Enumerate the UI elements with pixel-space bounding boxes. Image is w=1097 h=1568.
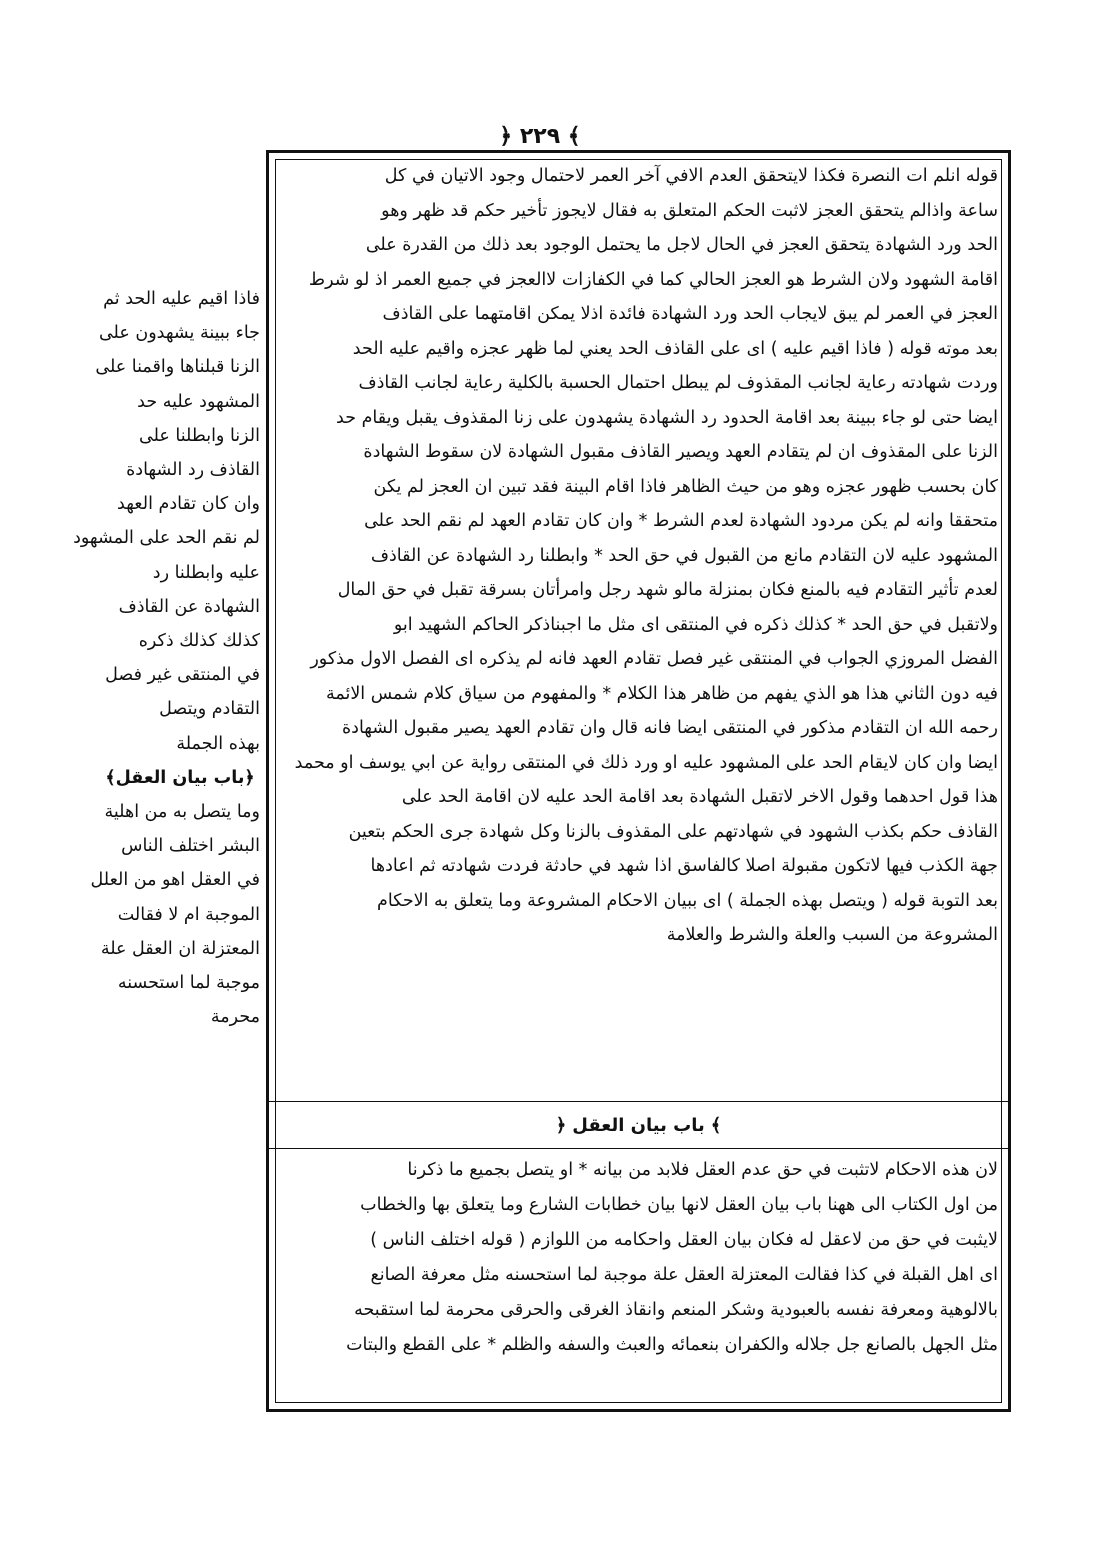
margin-line: فاذا اقيم عليه الحد ثم — [103, 289, 260, 309]
text-line: مثل الجهل بالصانع جل جلاله والكفران بنعمائه والعبث والسفه والظلم * على القطع والبتات — [346, 1335, 998, 1355]
ornament-left-icon: ﴿ — [555, 1114, 567, 1136]
text-line: ولاتقبل في حق الحد * كذلك ذكره في المنتقى اى مثل ما اجبناذكر الحاكم الشهيد ابو — [393, 614, 998, 635]
margin-line: البشر اختلف الناس — [121, 836, 260, 857]
text-line: فيه دون الثاني هذا هو الذي يفهم من ظاهر هذا الكلام * والمفهوم من سياق كلام شمس الائمة — [325, 683, 998, 704]
margin-line: الشهادة عن القاذف — [118, 596, 260, 617]
ornament-right-icon: ﴾ — [710, 1114, 722, 1136]
text-line: هذا قول احدهما وقول الاخر لاتقبل الشهادة بعد اقامة الحد عليه لان اقامة الحد على — [401, 787, 998, 807]
text-line: متحققا وانه لم يكن مردود الشهادة لعدم الشرط * وان كان تقادم العهد لم نقم الحد على — [364, 511, 998, 531]
text-line: من اول الكتاب الى ههنا باب بيان العقل لانها بيان خطابات الشارع وما يتعلق بها والخطاب — [360, 1195, 998, 1215]
margin-line: المشهود عليه حد — [137, 391, 260, 412]
margin-line: الزنا وابطلنا على — [139, 425, 260, 446]
text-line: وردت شهادته رعاية لجانب المقذوف لم يبطل احتمال الحسبة بالكلية رعاية لجانب القاذف — [358, 373, 998, 393]
text-line: ايضا وان كان لايقام الحد على المشهود عليه او ورد ذلك في المنتقى رواية عن ابي يوسف او محمد — [294, 752, 998, 773]
margin-line: وان كان تقادم العهد — [117, 494, 260, 515]
margin-line: جاء ببينة يشهدون على — [98, 323, 260, 344]
text-line: العجز في العمر لم يبق لايجاب الحد ورد الشهادة فائدة اذلا يمكن اقامتهما على القاذف — [382, 304, 998, 324]
margin-line: التقادم ويتصل — [159, 699, 260, 720]
text-line: اى اهل القبلة في كذا فقالت المعتزلة العقل علة موجبة لما استحسنه مثل معرفة الصانع — [370, 1265, 998, 1285]
margin-line: موجبة لما استحسنه — [117, 973, 260, 994]
text-line: لعدم تأثير التقادم فيه بالمنع فكان بمنزلة مالو شهد رجل وامرأتان بسرقة تقبل في حق المال — [337, 580, 998, 600]
margin-line: لم نقم الحد على المشهود — [73, 528, 260, 549]
margin-line: المعتزلة ان العقل علة — [100, 938, 260, 959]
section-heading: باب بيان العقل — [572, 1114, 705, 1136]
text-line: بعد التوبة قوله ( ويتصل بهذه الجملة ) اى ببيان الاحكام المشروعة وما يتعلق به الاحكام — [377, 890, 998, 911]
text-line: بالالوهية ومعرفة نفسه بالعبودية وشكر المنعم وانقاذ الغرقى والحرقى محرمة لما استقبحه — [354, 1300, 998, 1320]
text-line: القاذف حكم بكذب الشهود في شهادتهم على المقذوف بالزنا وكل شهادة جرى الحكم بتعين — [348, 821, 998, 842]
margin-summary — [73, 282, 260, 1034]
margin-line: كذلك كذلك ذكره — [138, 631, 260, 652]
text-line: الفضل المروزي الجواب في المنتقى غير فصل تقادم العهد فانه لم يذكره اى الفصل الاول مذكور — [310, 649, 998, 669]
margin-line: في المنتقى غير فصل — [105, 665, 260, 686]
section-heading-band — [269, 1101, 1008, 1149]
text-line: لان هذه الاحكام لاتثبت في حق عدم العقل فلابد من بيانه * او يتصل بجميع ما ذكرنا — [407, 1160, 998, 1180]
margin-line: وما يتصل به من اهلية — [104, 802, 260, 823]
text-line: قوله انلم ات النصرة فكذا لايتحقق العدم الافي آخر العمر لاحتمال وجود الاتيان في كل — [384, 166, 998, 186]
text-line: بعد موته قوله ( فاذا اقيم عليه ) اى على القاذف الحد يعني لما ظهر عجزه واقيم عليه الحد — [352, 338, 998, 359]
text-line: الحد ورد الشهادة يتحقق العجز في الحال لاجل ما يحتمل الوجود بعد ذلك من القدرة على — [365, 235, 998, 255]
margin-line: في العقل اهو من العلل — [90, 870, 260, 891]
chapter-commentary — [279, 1153, 998, 1398]
margin-line: القاذف رد الشهادة — [126, 460, 260, 481]
text-line: كان بحسب ظهور عجزه وهو من حيث الظاهر فاذا اقام البينة فقد تبين ان العجز لم يكن — [373, 476, 998, 497]
margin-line: عليه وابطلنا رد — [152, 562, 260, 583]
text-line: المشروعة من السبب والعلة والشرط والعلامة — [666, 925, 998, 945]
margin-line: الموجبة ام لا فقالت — [117, 904, 260, 925]
page-number: ﴿ ٢٢٩ ﴾ — [499, 124, 581, 149]
text-line: المشهود عليه لان التقادم مانع من القبول في حق الحد * وابطلنا رد الشهادة عن القاذف — [370, 545, 998, 566]
margin-line: بهذه الجملة — [176, 733, 260, 754]
text-line: الزنا على المقذوف ان لم يتقادم العهد ويصير القاذف مقبول الشهادة لان سقوط الشهادة — [363, 442, 998, 462]
text-line: ساعة واذالم يتحقق العجز لاثبت الحكم المتعلق به فقال لايجوز تأخير حكم قد ظهر وهو — [381, 200, 998, 221]
margin-line: الزنا قبلناها واقمنا على — [95, 357, 260, 378]
text-line: ايضا حتى لو جاء ببينة بعد اقامة الحدود رد الشهادة يشهدون على زنا المقذوف يقبل ويقام حد — [336, 407, 998, 428]
main-commentary — [279, 159, 998, 1091]
text-line: اقامة الشهود ولان الشرط هو العجز الحالي كما في الكفازات لاالعجز في جميع العمر اذ لو شرط — [308, 269, 998, 290]
text-line: جهة الكذب فيها لاتكون مقبولة اصلا كالفاسق اذا شهد في حادثة فردت شهادته ثم اعادها — [370, 856, 998, 876]
text-line: لايثبت في حق من لاعقل له فكان بيان العقل واحكامه من اللوازم ( قوله اختلف الناس ) — [370, 1230, 998, 1250]
margin-line: محرمة — [210, 1007, 260, 1028]
margin-chapter-heading: ﴿باب بيان العقل﴾ — [105, 767, 255, 788]
text-line: رحمه الله ان التقادم مذكور في المنتقى ايضا فانه قال وان تقادم العهد يصير مقبول الشهادة — [342, 718, 998, 738]
text-frame — [266, 150, 1011, 1412]
